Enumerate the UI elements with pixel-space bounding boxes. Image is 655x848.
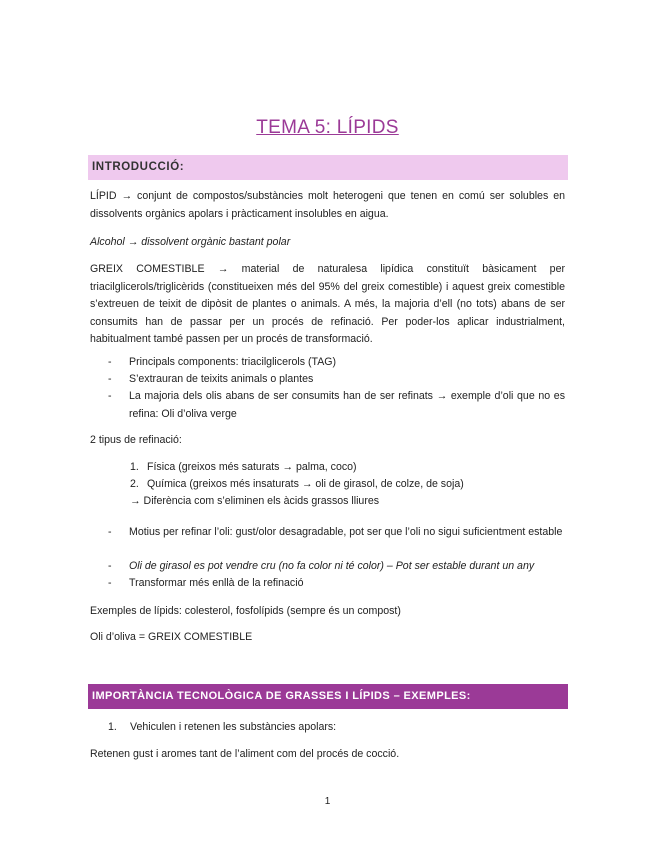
ordered-item-number: 1.	[130, 461, 139, 473]
list-item-text: La majoria dels olis abans de ser consumits han de ser refinats → exemple d’oli que no es refina: Oli d’oliva verge	[129, 390, 565, 420]
list-item-text: Motius per refinar l’oli: gust/olor desagradable, pot ser que l’oli no sigui suficientment estable	[129, 526, 563, 538]
bullet-dash: -	[108, 577, 112, 589]
list-item-text: Transformar més enllà de la refinació	[129, 577, 304, 589]
ordered-item	[130, 476, 550, 494]
ordered-item	[130, 459, 550, 477]
list-item-text: S’extrauran de teixits animals o plantes	[129, 373, 314, 385]
paragraph-retenen: Retenen gust i aromes tant de l’aliment com del procés de cocció.	[90, 748, 400, 760]
paragraph-lipid: LÍPID → conjunt de compostos/substàncies molt heterogeni que tenen en comú ser solubles en dissolvents orgànics apolars i pràcticament insolubles en aigua.	[90, 190, 565, 220]
ordered-item-number: 1.	[108, 721, 117, 733]
paragraph-tipus-refinacio: 2 tipus de refinació:	[90, 434, 182, 446]
paragraph-greix-comestible: GREIX COMESTIBLE → material de naturalesa lipídica constituït bàsicament per triacilglicerols/triglicèrids (constitueixen més del 95% del greix comestible) i aquest greix comestible s’extreuen de teixit de dipòsit de plantes o animals. A més, la majoria d’ell (no tots) abans de ser consumits han de passar per un procés de refinació. Per poder-los aplicar industrialment, habitualment també passen per un procés de transformació.	[90, 263, 565, 345]
list-item-text: Oli de girasol es pot vendre cru (no fa color ni té color) – Pot ser estable durant un any	[129, 560, 535, 572]
paragraph-exemples: Exemples de lípids: colesterol, fosfolípids (sempre és un compost)	[90, 605, 401, 617]
note-diferencia: → Diferència com s’eliminen els àcids grassos lliures	[130, 495, 380, 507]
bullet-dash: -	[108, 373, 112, 385]
ordered-item-text: Física (greixos més saturats → palma, coco)	[147, 461, 357, 473]
section-heading-importancia: IMPORTÀNCIA TECNOLÒGICA DE GRASSES I LÍPIDS – EXEMPLES:	[88, 684, 568, 709]
paragraph-oli-oliva: Oli d’oliva = GREIX COMESTIBLE	[90, 631, 253, 643]
bullet-dash: -	[108, 526, 112, 538]
ordered-item-number: 2.	[130, 478, 139, 490]
section-heading-introduccio: INTRODUCCIÓ:	[88, 155, 568, 180]
page-title: TEMA 5: LÍPIDS	[256, 117, 399, 138]
paragraph-alcohol: Alcohol → dissolvent orgànic bastant polar	[90, 236, 291, 248]
ordered-item	[108, 719, 528, 737]
bullet-dash: -	[108, 356, 112, 368]
bullet-dash: -	[108, 390, 112, 402]
bullet-dash: -	[108, 560, 112, 572]
ordered-item-text: Vehiculen i retenen les substàncies apolars:	[130, 721, 337, 733]
list-item-text: Principals components: triacilglicerols (TAG)	[129, 356, 337, 368]
page-number: 1	[324, 796, 331, 807]
ordered-item-text: Química (greixos més insaturats → oli de girasol, de colze, de soja)	[147, 478, 464, 490]
